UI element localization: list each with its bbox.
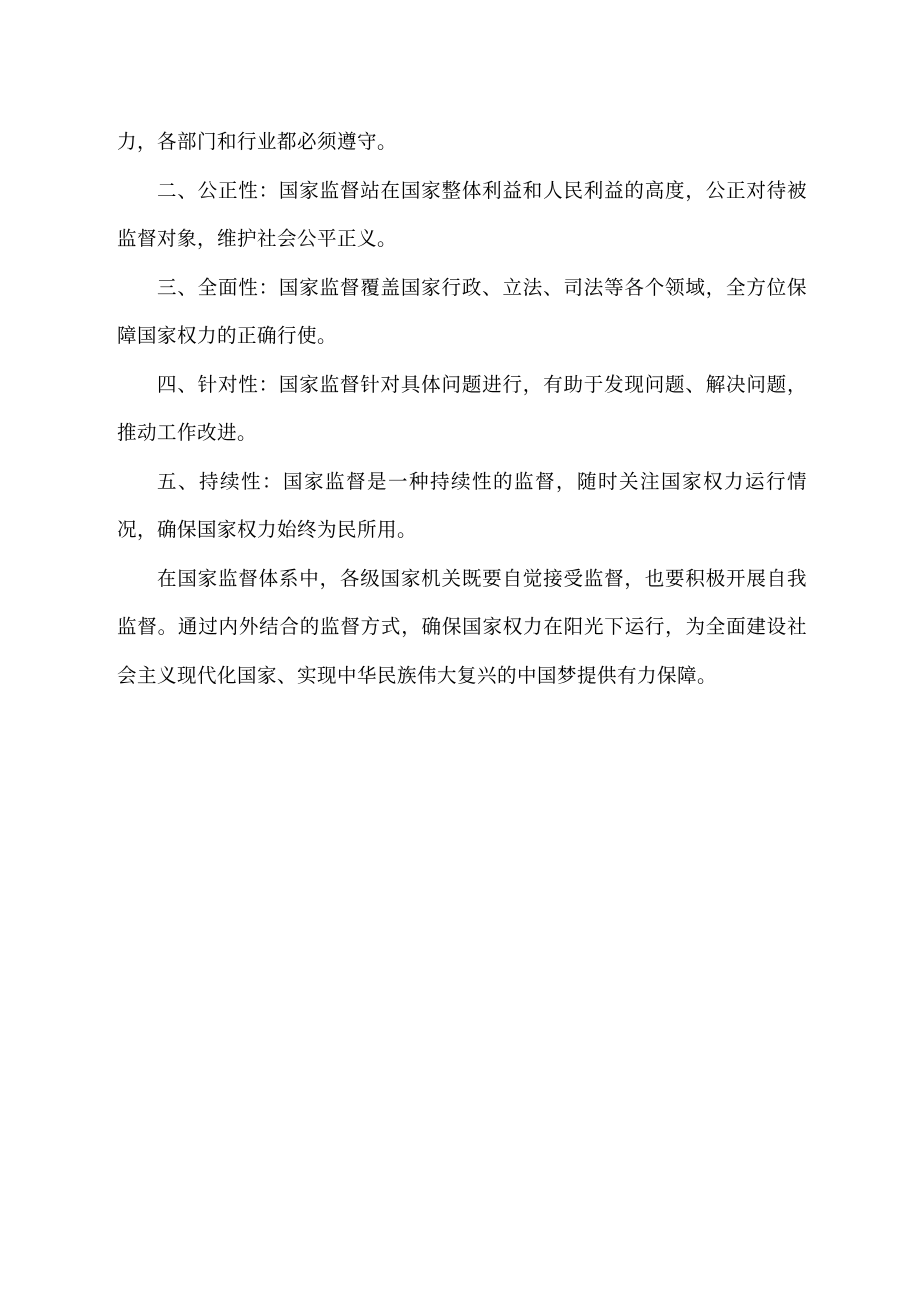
paragraph-continuation: 力，各部门和行业都必须遵守。 — [117, 130, 398, 153]
paragraph-conclusion: 在国家监督体系中，各级国家机关既要自觉接受监督，也要积极开展自我监督。通过内外结合的监督方式，确保国家权力在阳光下运行，为全面建设社会主义现代化国家、实现中华民族伟大复兴的中国梦提供有力保障。 — [117, 566, 807, 687]
paragraph-fairness: 二、公正性：国家监督站在国家整体利益和人民利益的高度，公正对待被监督对象，维护社会公平正义。 — [117, 178, 807, 250]
paragraph-targeting: 四、针对性：国家监督针对具体问题进行，有助于发现问题、解决问题，推动工作改进。 — [117, 372, 807, 444]
paragraph-continuity: 五、持续性：国家监督是一种持续性的监督，随时关注国家权力运行情况，确保国家权力始终为民所用。 — [117, 469, 807, 541]
document-body — [117, 118, 807, 700]
paragraph-comprehensiveness: 三、全面性：国家监督覆盖国家行政、立法、司法等各个领域，全方位保障国家权力的正确行使。 — [117, 275, 807, 347]
